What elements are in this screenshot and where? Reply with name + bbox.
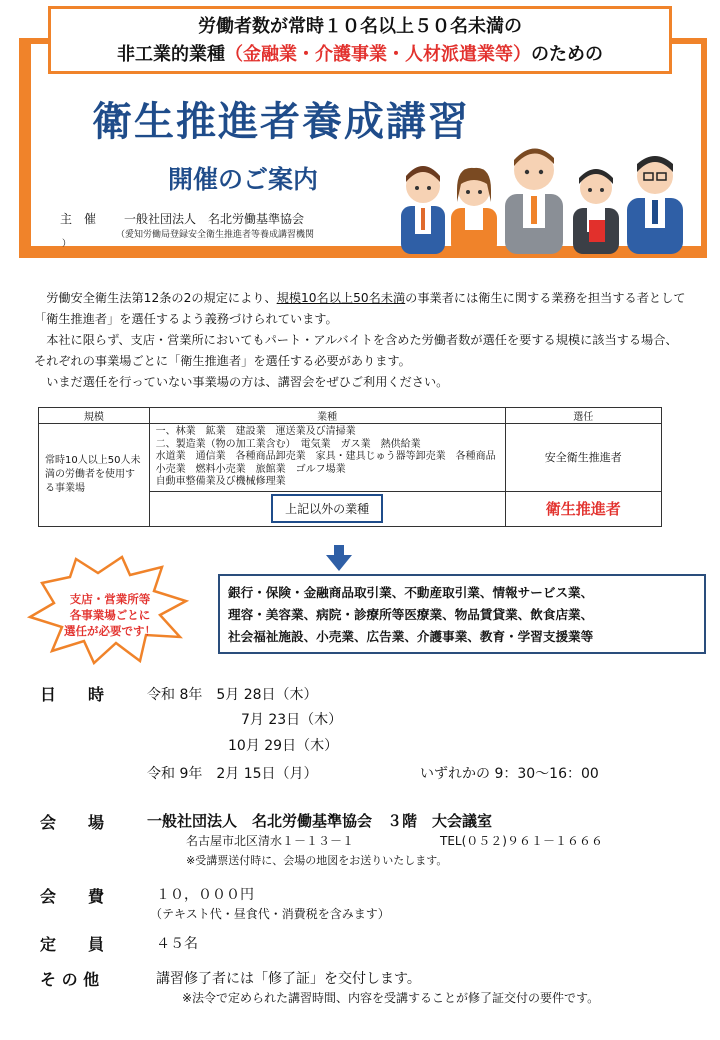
table-header-scale: 規模 <box>39 408 150 424</box>
other-industries-box: 銀行・保険・金融商品取引業、不動産取引業、情報サービス業、 理容・美容業、病院・診療所等医療業、物品賃貸業、飲食店業、 社会福祉施設、小売業、広告業、介護事業、教育・学習支援業等 <box>218 574 706 654</box>
industry-list-cell: 一、林業 鉱業 建設業 運送業及び清掃業 二、製造業（物の加工業含む） 電気業 ガス業 熱供給業 水道業 通信業 各種商品卸売業 家具・建具じゅう器等卸売業 各種商品小売業 燃料小売業 旅館業 ゴルフ場業 自動車整備業及び機械修理業 <box>149 424 505 492</box>
venue-name: 一般社団法人 名北労働基準協会 ３階 大会議室 <box>147 812 493 830</box>
other-label: そ の 他 <box>40 970 100 989</box>
appointment-cell-1: 安全衛生推進者 <box>505 424 662 492</box>
subtitle-box <box>48 6 672 74</box>
subtitle-highlight: （金融業・介護事業・人材派遣業等） <box>225 44 531 65</box>
person-5-icon <box>627 156 683 254</box>
table-header-appointment: 選任 <box>505 408 662 424</box>
date-label: 日 時 <box>40 685 105 704</box>
subtitle-line-2: 非工業的業種（金融業・介護事業・人材派遣業等）のための <box>117 44 603 65</box>
burst-text: 支店・営業所等 各事業場ごとに 選任が必要です！ <box>64 592 156 638</box>
organizer-note: （愛知労働局登録安全衛生推進者等養成講習機関 <box>116 230 315 240</box>
organizer-name: 一般社団法人 名北労働基準協会 <box>124 212 305 226</box>
date-2: 7月 23日（木） <box>241 712 343 728</box>
capacity-value: ４５名 <box>156 936 198 952</box>
venue-address: 名古屋市北区清水１－１３－１ <box>186 834 355 848</box>
capacity-label: 定 員 <box>40 935 105 954</box>
person-1-icon <box>401 166 445 254</box>
page-subtitle: 開催のご案内 <box>168 165 319 194</box>
date-4: 令和 9年 2月 15日（月） <box>147 766 318 782</box>
time-range: いずれかの 9：30〜16：00 <box>420 766 599 782</box>
organizer-note-close: ） <box>62 239 72 249</box>
venue-tel: TEL(０５２)９６１－１６６６ <box>440 834 603 848</box>
intro-paragraph-3: いまだ選任を行っていない事業場の方は、講習会をぜひご利用ください。 <box>46 375 449 389</box>
person-3-icon <box>505 148 563 254</box>
industry-table <box>38 407 662 527</box>
person-2-icon <box>451 168 497 254</box>
intro-text <box>34 288 686 393</box>
date-1: 令和 8年 5月 28日（木） <box>147 687 318 703</box>
organizer-label: 主 催 <box>60 212 97 226</box>
venue-label: 会 場 <box>40 813 105 832</box>
subtitle-line-1: 労働者数が常時１０名以上５０名未満の <box>198 16 522 37</box>
table-header-industry: 業種 <box>149 408 505 424</box>
intro-paragraph-2: 本社に限らず、支店・営業所においてもパート・アルバイトを含めた労働者数が選任を要する規模に該当する場合、それぞれの事業場ごとに「衛生推進者」を選任する必要があります。 <box>34 333 678 368</box>
page-title: 衛生推進者養成講習 <box>92 99 470 145</box>
intro-paragraph-1: 労働安全衛生法第12条の2の規定により、規模10名以上50名未満の事業者には衛生に関する業務を担当する者として「衛生推進者」を選任するよう義務づけられています。 <box>34 291 686 326</box>
appointment-cell-2: 衛生推進者 <box>505 491 662 526</box>
other-industry-box: 上記以外の業種 <box>271 494 383 523</box>
arrow-down-icon <box>326 545 352 571</box>
person-4-icon <box>573 169 619 254</box>
fee-amount: １０，０００円 <box>156 887 254 903</box>
other-industry-cell <box>149 491 505 526</box>
fee-label: 会 費 <box>40 887 105 906</box>
other-note-1: 講習修了者には「修了証」を交付します。 <box>156 971 421 987</box>
date-3: 10月 29日（木） <box>228 738 339 754</box>
map-note: ※受講票送付時に、会場の地図をお送りいたします。 <box>186 854 448 867</box>
scale-cell: 常時10人以上50人未満の労働者を使用する事業場 <box>39 424 150 527</box>
other-note-2: ※法令で定められた講習時間、内容を受講することが修了証交付の要件です。 <box>182 991 600 1005</box>
business-people-illustration <box>393 142 701 254</box>
fee-note: （テキスト代・昼食代・消費税を含みます） <box>150 907 390 921</box>
